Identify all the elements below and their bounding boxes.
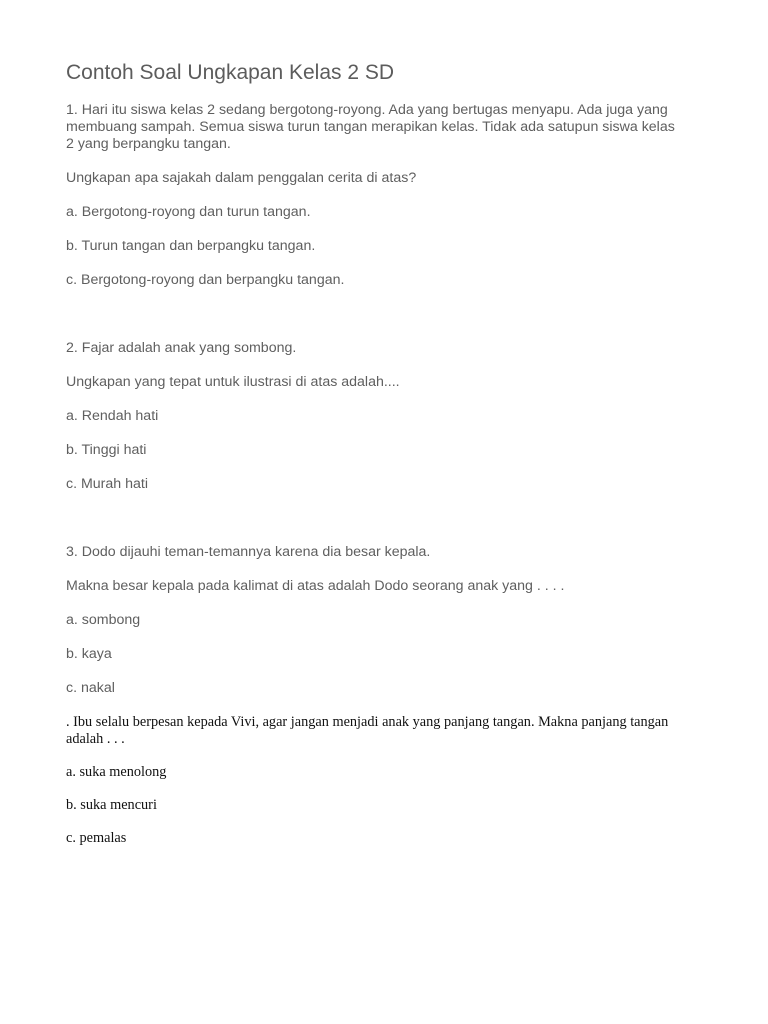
question-1-stem: 1. Hari itu siswa kelas 2 sedang bergotong-royong. Ada yang bertugas menyapu. Ada juga yang membuang sampah. Semua siswa turun tangan merapikan kelas. Tidak ada satupun siswa kelas 2 yang berpangku tangan. [66, 102, 675, 152]
question-4-option-b: b. suka mencuri [66, 797, 157, 813]
question-2 [66, 340, 686, 493]
question-2-option-b: b. Tinggi hati [66, 442, 147, 458]
question-1 [66, 102, 686, 289]
document-content [66, 58, 686, 847]
question-3 [66, 544, 686, 697]
question-3-stem: 3. Dodo dijauhi teman-temannya karena dia besar kepala. [66, 544, 431, 560]
question-4-option-a: a. suka menolong [66, 764, 167, 780]
question-3-prompt: Makna besar kepala pada kalimat di atas adalah Dodo seorang anak yang . . . . [66, 578, 565, 594]
question-1-option-b: b. Turun tangan dan berpangku tangan. [66, 238, 316, 254]
question-3-option-b: b. kaya [66, 646, 112, 662]
question-1-option-a: a. Bergotong-royong dan turun tangan. [66, 204, 311, 220]
question-1-prompt: Ungkapan apa sajakah dalam penggalan cerita di atas? [66, 170, 417, 186]
question-3-option-c: c. nakal [66, 680, 115, 696]
question-2-prompt: Ungkapan yang tepat untuk ilustrasi di atas adalah.... [66, 374, 400, 390]
page-title: Contoh Soal Ungkapan Kelas 2 SD [66, 61, 395, 84]
question-4-option-c: c. pemalas [66, 830, 127, 846]
question-1-option-c: c. Bergotong-royong dan berpangku tangan. [66, 272, 345, 288]
question-4 [66, 714, 686, 847]
question-3-option-a: a. sombong [66, 612, 141, 628]
question-2-option-a: a. Rendah hati [66, 408, 159, 424]
question-4-stem: . Ibu selalu berpesan kepada Vivi, agar jangan menjadi anak yang panjang tangan. Makna panjang tangan adalah . . . [66, 714, 669, 747]
question-2-option-c: c. Murah hati [66, 476, 149, 492]
question-2-stem: 2. Fajar adalah anak yang sombong. [66, 340, 297, 356]
